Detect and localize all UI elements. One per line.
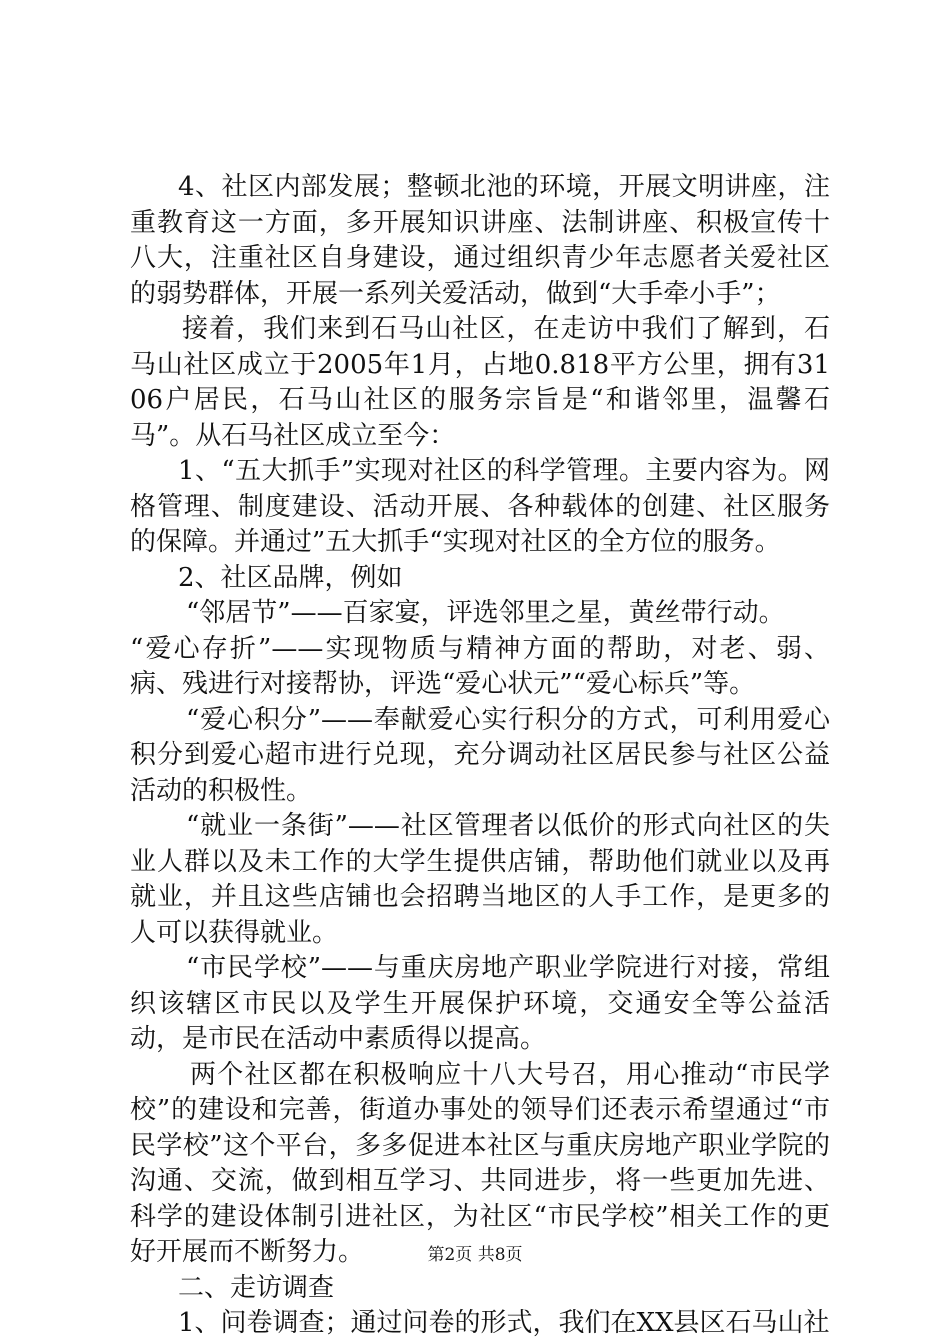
paragraph-five-measures: 1、“五大抓手”实现对社区的科学管理。主要内容为。网格管理、制度建设、活动开展、各种载体的创建、社区服务的保障。并通过”五大抓手“实现对社区的全方位的服务。 <box>130 456 830 557</box>
paragraph-both-communities: 两个社区都在积极响应十八大号召，用心推动“市民学校”的建设和完善，街道办事处的领导们还表示希望通过“市民学校”这个平台，多多促进本社区与重庆房地产职业学院的沟通、交流，做到相互学习、共同进步，将一些更加先进、科学的建设体制引进社区，为社区“市民学校”相关工作的更好开展而不断努力。 <box>130 1059 830 1267</box>
paragraph-love-passbook: “爱心存折”——实现物质与精神方面的帮助，对老、弱、病、残进行对接帮协，评选“爱心状元”“爱心标兵”等。 <box>130 633 830 699</box>
paragraph-neighbor-festival: “邻居节”——百家宴，评选邻里之星，黄丝带行动。 <box>186 598 785 628</box>
paragraph-citizen-school: “市民学校”——与重庆房地产职业学院进行对接，常组织该辖区市民以及学生开展保护环境，交通安全等公益活动，是市民在活动中素质得以提高。 <box>130 953 830 1054</box>
paragraph-shimashan-intro: 接着，我们来到石马山社区，在走访中我们了解到，石马山社区成立于2005年1月，占地0.818平方公里，拥有3106户居民，石马山社区的服务宗旨是“和谐邻里，温馨石马”。从石马社区成立至今： <box>130 314 830 451</box>
paragraph-love-points: “爱心积分”——奉献爱心实行积分的方式，可利用爱心积分到爱心超市进行兑现，充分调动社区居民参与社区公益活动的积极性。 <box>130 704 830 806</box>
page-number-footer: 第2页 共8页 <box>427 1245 523 1265</box>
paragraph-employment-street: “就业一条街”——社区管理者以低价的形式向社区的失业人群以及未工作的大学生提供店铺，帮助他们就业以及再就业，并且这些店铺也会招聘当地区的人手工作，是更多的人可以获得就业。 <box>130 811 830 948</box>
paragraph-community-brand: 2、社区品牌，例如 <box>178 562 403 593</box>
paragraph-questionnaire: 1、问卷调查；通过问卷的形式，我们在XX县区石马山社 <box>178 1308 830 1338</box>
document-body <box>130 170 830 1342</box>
section-heading-survey: 二、走访调查 <box>178 1272 335 1303</box>
paragraph-community-development: 4、社区内部发展；整顿北池的环境，开展文明讲座，注重教育这一方面，多开展知识讲座、法制讲座、积极宣传十八大，注重社区自身建设，通过组织青少年志愿者关爱社区的弱势群体，开展一系列关爱活动，做到“大手牵小手”； <box>130 172 830 309</box>
